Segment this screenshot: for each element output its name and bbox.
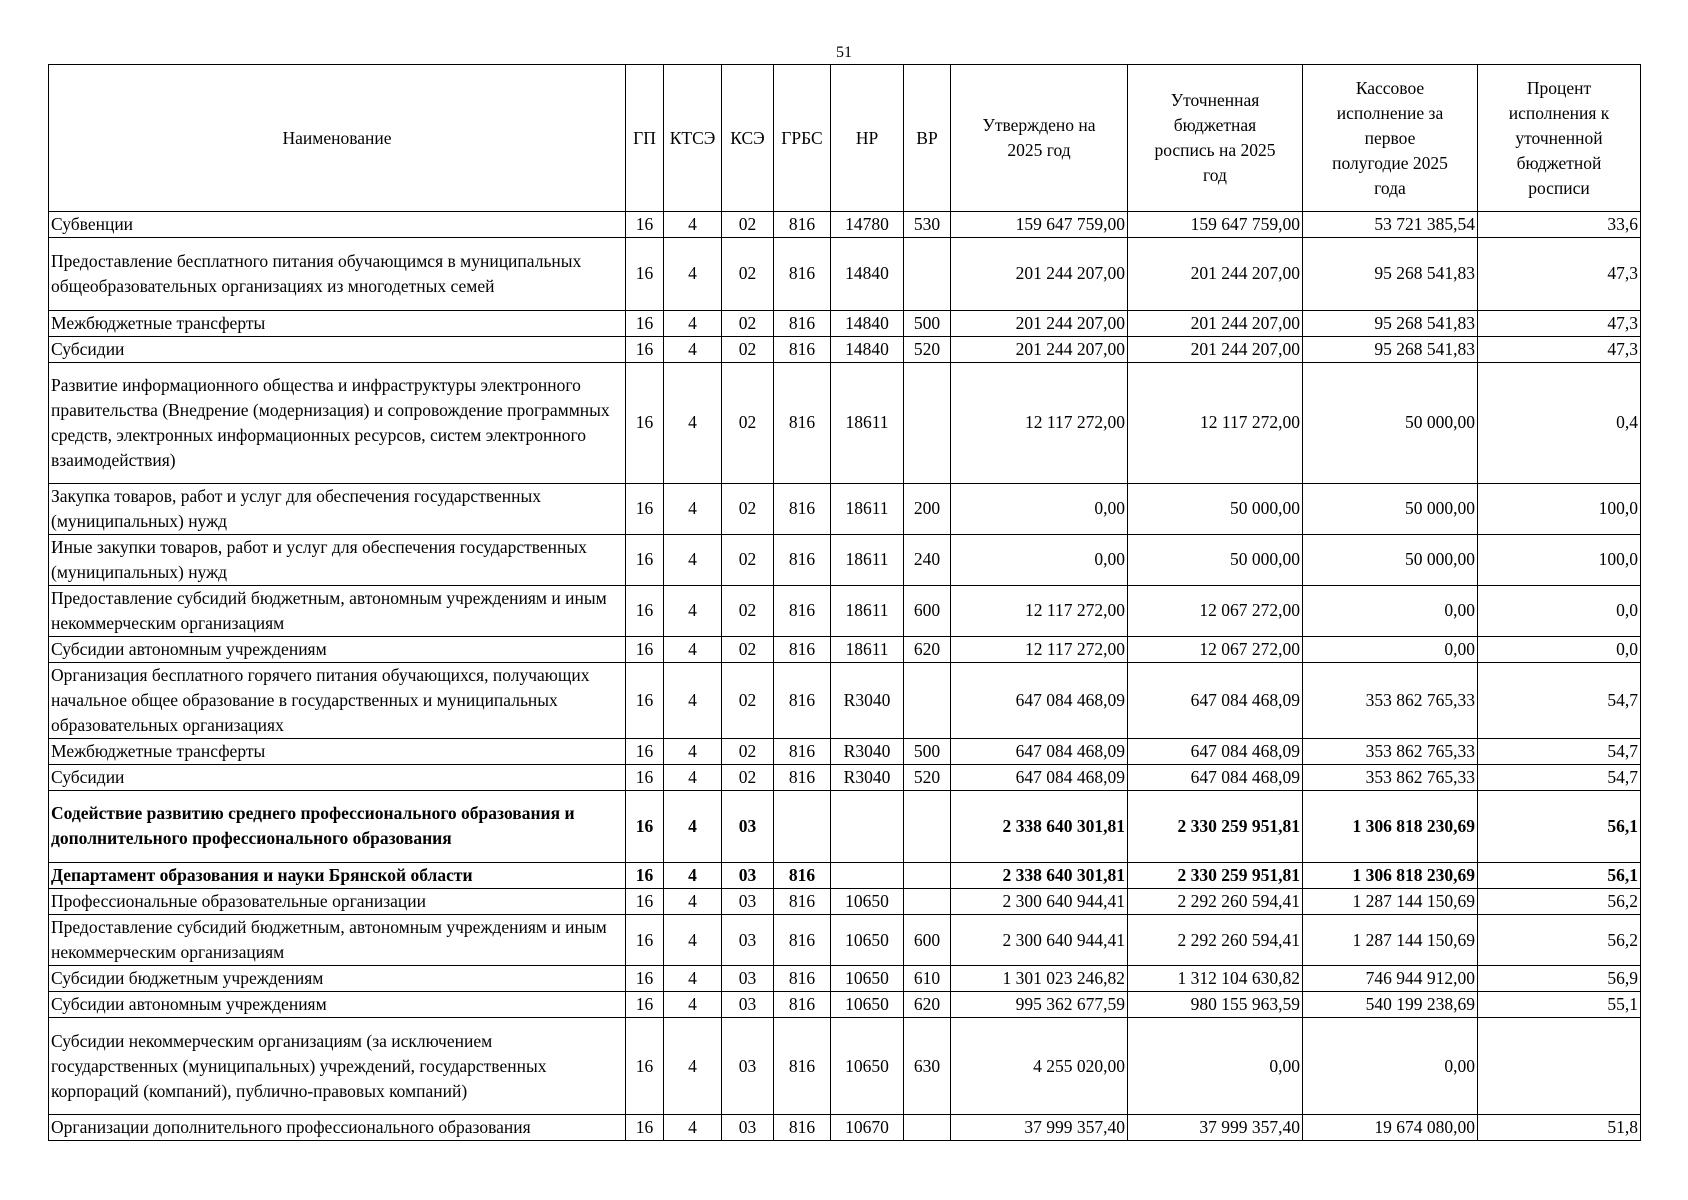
- cell-name: Субсидии некоммерческим организациям (за исключением государственных (муниципальных) учреждений, государственных корпораций (компаний), публично-правовых компаний): [49, 1018, 626, 1115]
- cell-gp: 16: [626, 336, 664, 362]
- cell-refined: 50 000,00: [1128, 483, 1303, 534]
- cell-percent: 55,1: [1478, 992, 1641, 1018]
- cell-percent: 47,3: [1478, 310, 1641, 336]
- cell-percent: 0,4: [1478, 362, 1641, 483]
- cell-kse: 03: [722, 790, 774, 863]
- cell-ktse: 4: [664, 336, 722, 362]
- cell-cash: 1 287 144 150,69: [1303, 889, 1478, 915]
- cell-ktse: 4: [664, 915, 722, 966]
- cell-grbs: 816: [774, 662, 831, 738]
- cell-nr: 14840: [831, 238, 904, 311]
- cell-grbs: 816: [774, 483, 831, 534]
- table-row: [49, 310, 1641, 336]
- cell-kse: 02: [722, 534, 774, 585]
- cell-gp: 16: [626, 585, 664, 636]
- cell-name: Субсидии: [49, 336, 626, 362]
- cell-nr: R3040: [831, 738, 904, 764]
- cell-nr: [831, 863, 904, 889]
- cell-kse: 02: [722, 585, 774, 636]
- cell-approved: 201 244 207,00: [951, 336, 1128, 362]
- cell-percent: 0,0: [1478, 585, 1641, 636]
- cell-gp: 16: [626, 915, 664, 966]
- cell-refined: 0,00: [1128, 1018, 1303, 1115]
- cell-grbs: 816: [774, 992, 831, 1018]
- cell-ktse: 4: [664, 790, 722, 863]
- header-ktse: КТСЭ: [664, 65, 722, 212]
- cell-cash: 0,00: [1303, 1018, 1478, 1115]
- cell-refined: 647 084 468,09: [1128, 738, 1303, 764]
- cell-kse: 03: [722, 863, 774, 889]
- cell-refined: 2 330 259 951,81: [1128, 863, 1303, 889]
- cell-kse: 02: [722, 336, 774, 362]
- cell-approved: 2 338 640 301,81: [951, 863, 1128, 889]
- cell-vr: 600: [904, 585, 951, 636]
- cell-percent: 100,0: [1478, 483, 1641, 534]
- cell-approved: 4 255 020,00: [951, 1018, 1128, 1115]
- cell-grbs: 816: [774, 238, 831, 311]
- cell-approved: 0,00: [951, 534, 1128, 585]
- cell-approved: 2 300 640 944,41: [951, 889, 1128, 915]
- cell-ktse: 4: [664, 738, 722, 764]
- cell-name: Содействие развитию среднего профессионального образования и дополнительного профессионального образования: [49, 790, 626, 863]
- cell-percent: 0,0: [1478, 636, 1641, 662]
- cell-approved: 12 117 272,00: [951, 362, 1128, 483]
- cell-gp: 16: [626, 362, 664, 483]
- cell-approved: 12 117 272,00: [951, 585, 1128, 636]
- cell-vr: [904, 889, 951, 915]
- cell-cash: 95 268 541,83: [1303, 310, 1478, 336]
- cell-percent: 51,8: [1478, 1114, 1641, 1140]
- cell-ktse: 4: [664, 992, 722, 1018]
- cell-cash: 746 944 912,00: [1303, 966, 1478, 992]
- cell-cash: 353 862 765,33: [1303, 764, 1478, 790]
- cell-gp: 16: [626, 863, 664, 889]
- cell-cash: 0,00: [1303, 585, 1478, 636]
- cell-name: Субсидии бюджетным учреждениям: [49, 966, 626, 992]
- cell-cash: 95 268 541,83: [1303, 238, 1478, 311]
- cell-nr: 10650: [831, 915, 904, 966]
- cell-cash: 1 306 818 230,69: [1303, 863, 1478, 889]
- cell-gp: 16: [626, 636, 664, 662]
- cell-percent: 56,1: [1478, 863, 1641, 889]
- cell-grbs: 816: [774, 863, 831, 889]
- cell-refined: 2 330 259 951,81: [1128, 790, 1303, 863]
- table-row: [49, 662, 1641, 738]
- cell-kse: 02: [722, 483, 774, 534]
- cell-name: Субсидии: [49, 764, 626, 790]
- cell-name: Межбюджетные трансферты: [49, 310, 626, 336]
- table-row: [49, 863, 1641, 889]
- header-gp: ГП: [626, 65, 664, 212]
- cell-ktse: 4: [664, 764, 722, 790]
- cell-nr: 14780: [831, 212, 904, 238]
- cell-nr: [831, 790, 904, 863]
- cell-nr: 10650: [831, 1018, 904, 1115]
- cell-name: Департамент образования и науки Брянской области: [49, 863, 626, 889]
- table-row: [49, 992, 1641, 1018]
- cell-ktse: 4: [664, 310, 722, 336]
- cell-cash: 19 674 080,00: [1303, 1114, 1478, 1140]
- cell-gp: 16: [626, 310, 664, 336]
- cell-ktse: 4: [664, 662, 722, 738]
- cell-cash: 540 199 238,69: [1303, 992, 1478, 1018]
- cell-cash: 50 000,00: [1303, 483, 1478, 534]
- cell-vr: 500: [904, 310, 951, 336]
- cell-vr: 620: [904, 992, 951, 1018]
- cell-vr: 240: [904, 534, 951, 585]
- table-row: [49, 212, 1641, 238]
- cell-nr: 18611: [831, 585, 904, 636]
- cell-approved: 647 084 468,09: [951, 738, 1128, 764]
- budget-table: [48, 64, 1641, 1141]
- cell-ktse: 4: [664, 238, 722, 311]
- cell-percent: 100,0: [1478, 534, 1641, 585]
- cell-ktse: 4: [664, 636, 722, 662]
- page-number: 51: [836, 44, 852, 61]
- cell-refined: 1 312 104 630,82: [1128, 966, 1303, 992]
- cell-percent: [1478, 1018, 1641, 1115]
- cell-nr: R3040: [831, 662, 904, 738]
- cell-nr: 10650: [831, 966, 904, 992]
- cell-gp: 16: [626, 212, 664, 238]
- cell-name: Развитие информационного общества и инфраструктуры электронного правительства (Внедрение (модернизация) и сопровождение программных средств, электронных информационных ресурсов, систем электронного взаимодействия): [49, 362, 626, 483]
- cell-percent: 54,7: [1478, 662, 1641, 738]
- cell-refined: 980 155 963,59: [1128, 992, 1303, 1018]
- cell-grbs: 816: [774, 764, 831, 790]
- cell-refined: 647 084 468,09: [1128, 764, 1303, 790]
- cell-grbs: 816: [774, 1018, 831, 1115]
- header-approved: Утверждено на 2025 год: [951, 65, 1128, 212]
- table-row: [49, 738, 1641, 764]
- cell-grbs: 816: [774, 1114, 831, 1140]
- cell-nr: 18611: [831, 636, 904, 662]
- cell-approved: 647 084 468,09: [951, 662, 1128, 738]
- cell-cash: 50 000,00: [1303, 534, 1478, 585]
- cell-cash: 1 306 818 230,69: [1303, 790, 1478, 863]
- cell-nr: 14840: [831, 310, 904, 336]
- table-row: [49, 889, 1641, 915]
- cell-percent: 54,7: [1478, 764, 1641, 790]
- cell-grbs: 816: [774, 212, 831, 238]
- cell-kse: 02: [722, 636, 774, 662]
- header-name: Наименование: [49, 65, 626, 212]
- cell-vr: [904, 1114, 951, 1140]
- table-row: [49, 534, 1641, 585]
- cell-vr: [904, 662, 951, 738]
- cell-grbs: 816: [774, 915, 831, 966]
- cell-grbs: 816: [774, 310, 831, 336]
- cell-gp: 16: [626, 790, 664, 863]
- cell-grbs: 816: [774, 585, 831, 636]
- cell-cash: 53 721 385,54: [1303, 212, 1478, 238]
- cell-gp: 16: [626, 1114, 664, 1140]
- cell-kse: 02: [722, 310, 774, 336]
- cell-cash: 353 862 765,33: [1303, 738, 1478, 764]
- cell-kse: 02: [722, 238, 774, 311]
- cell-cash: 95 268 541,83: [1303, 336, 1478, 362]
- cell-gp: 16: [626, 1018, 664, 1115]
- cell-kse: 02: [722, 764, 774, 790]
- cell-cash: 353 862 765,33: [1303, 662, 1478, 738]
- table-row: [49, 966, 1641, 992]
- cell-grbs: 816: [774, 336, 831, 362]
- cell-ktse: 4: [664, 889, 722, 915]
- cell-approved: 995 362 677,59: [951, 992, 1128, 1018]
- cell-approved: 2 338 640 301,81: [951, 790, 1128, 863]
- cell-name: Межбюджетные трансферты: [49, 738, 626, 764]
- cell-nr: 18611: [831, 362, 904, 483]
- cell-refined: 201 244 207,00: [1128, 310, 1303, 336]
- cell-gp: 16: [626, 534, 664, 585]
- cell-ktse: 4: [664, 483, 722, 534]
- cell-kse: 02: [722, 738, 774, 764]
- table-row: [49, 764, 1641, 790]
- table-row: [49, 1114, 1641, 1140]
- cell-name: Профессиональные образовательные организации: [49, 889, 626, 915]
- cell-nr: R3040: [831, 764, 904, 790]
- cell-gp: 16: [626, 764, 664, 790]
- cell-kse: 03: [722, 1114, 774, 1140]
- cell-name: Субсидии автономным учреждениям: [49, 992, 626, 1018]
- cell-vr: 520: [904, 764, 951, 790]
- header-row: [49, 65, 1641, 212]
- cell-refined: 647 084 468,09: [1128, 662, 1303, 738]
- table-row: [49, 915, 1641, 966]
- cell-nr: 10650: [831, 992, 904, 1018]
- cell-nr: 14840: [831, 336, 904, 362]
- cell-refined: 37 999 357,40: [1128, 1114, 1303, 1140]
- cell-approved: 0,00: [951, 483, 1128, 534]
- cell-approved: 1 301 023 246,82: [951, 966, 1128, 992]
- cell-gp: 16: [626, 992, 664, 1018]
- cell-kse: 03: [722, 992, 774, 1018]
- cell-kse: 02: [722, 362, 774, 483]
- header-cash: Кассовое исполнение за первое полугодие 2025 года: [1303, 65, 1478, 212]
- cell-grbs: 816: [774, 362, 831, 483]
- cell-vr: 530: [904, 212, 951, 238]
- cell-nr: 18611: [831, 483, 904, 534]
- cell-nr: 18611: [831, 534, 904, 585]
- cell-name: Организация бесплатного горячего питания обучающихся, получающих начальное общее образование в государственных и муниципальных образовательных организациях: [49, 662, 626, 738]
- cell-ktse: 4: [664, 212, 722, 238]
- header-nr: НР: [831, 65, 904, 212]
- table-row: [49, 362, 1641, 483]
- cell-percent: 47,3: [1478, 336, 1641, 362]
- cell-kse: 03: [722, 966, 774, 992]
- cell-vr: 520: [904, 336, 951, 362]
- cell-grbs: [774, 790, 831, 863]
- cell-name: Предоставление субсидий бюджетным, автономным учреждениям и иным некоммерческим организациям: [49, 915, 626, 966]
- cell-ktse: 4: [664, 585, 722, 636]
- table-row: [49, 790, 1641, 863]
- cell-vr: 610: [904, 966, 951, 992]
- cell-name: Иные закупки товаров, работ и услуг для обеспечения государственных (муниципальных) нужд: [49, 534, 626, 585]
- cell-approved: 12 117 272,00: [951, 636, 1128, 662]
- cell-vr: [904, 362, 951, 483]
- cell-grbs: 816: [774, 738, 831, 764]
- cell-ktse: 4: [664, 362, 722, 483]
- cell-approved: 2 300 640 944,41: [951, 915, 1128, 966]
- header-refined: Уточненная бюджетная роспись на 2025 год: [1128, 65, 1303, 212]
- cell-refined: 2 292 260 594,41: [1128, 889, 1303, 915]
- cell-vr: [904, 238, 951, 311]
- table-row: [49, 585, 1641, 636]
- cell-nr: 10670: [831, 1114, 904, 1140]
- cell-refined: 12 117 272,00: [1128, 362, 1303, 483]
- cell-refined: 159 647 759,00: [1128, 212, 1303, 238]
- cell-ktse: 4: [664, 863, 722, 889]
- table-row: [49, 483, 1641, 534]
- cell-kse: 02: [722, 662, 774, 738]
- cell-name: Закупка товаров, работ и услуг для обеспечения государственных (муниципальных) нужд: [49, 483, 626, 534]
- cell-cash: 50 000,00: [1303, 362, 1478, 483]
- cell-gp: 16: [626, 738, 664, 764]
- cell-grbs: 816: [774, 966, 831, 992]
- cell-percent: 56,1: [1478, 790, 1641, 863]
- cell-approved: 647 084 468,09: [951, 764, 1128, 790]
- cell-vr: 620: [904, 636, 951, 662]
- cell-vr: 600: [904, 915, 951, 966]
- header-percent: Процент исполнения к уточненной бюджетной росписи: [1478, 65, 1641, 212]
- cell-cash: 0,00: [1303, 636, 1478, 662]
- cell-ktse: 4: [664, 534, 722, 585]
- header-vr: ВР: [904, 65, 951, 212]
- cell-gp: 16: [626, 966, 664, 992]
- table-row: [49, 636, 1641, 662]
- cell-percent: 56,9: [1478, 966, 1641, 992]
- cell-approved: 37 999 357,40: [951, 1114, 1128, 1140]
- cell-kse: 02: [722, 212, 774, 238]
- cell-approved: 201 244 207,00: [951, 238, 1128, 311]
- cell-name: Предоставление субсидий бюджетным, автономным учреждениям и иным некоммерческим организациям: [49, 585, 626, 636]
- cell-name: Субсидии автономным учреждениям: [49, 636, 626, 662]
- cell-percent: 56,2: [1478, 915, 1641, 966]
- header-grbs: ГРБС: [774, 65, 831, 212]
- cell-percent: 54,7: [1478, 738, 1641, 764]
- cell-percent: 33,6: [1478, 212, 1641, 238]
- cell-name: Предоставление бесплатного питания обучающимся в муниципальных общеобразовательных организациях из многодетных семей: [49, 238, 626, 311]
- cell-name: Субвенции: [49, 212, 626, 238]
- cell-grbs: 816: [774, 534, 831, 585]
- cell-gp: 16: [626, 889, 664, 915]
- cell-vr: 500: [904, 738, 951, 764]
- cell-kse: 03: [722, 915, 774, 966]
- cell-kse: 03: [722, 889, 774, 915]
- cell-percent: 47,3: [1478, 238, 1641, 311]
- cell-refined: 201 244 207,00: [1128, 336, 1303, 362]
- cell-ktse: 4: [664, 1114, 722, 1140]
- header-kse: КСЭ: [722, 65, 774, 212]
- cell-name: Организации дополнительного профессионального образования: [49, 1114, 626, 1140]
- cell-vr: 200: [904, 483, 951, 534]
- cell-vr: 630: [904, 1018, 951, 1115]
- cell-vr: [904, 863, 951, 889]
- cell-grbs: 816: [774, 889, 831, 915]
- cell-approved: 201 244 207,00: [951, 310, 1128, 336]
- table-row: [49, 1018, 1641, 1115]
- cell-grbs: 816: [774, 636, 831, 662]
- cell-refined: 50 000,00: [1128, 534, 1303, 585]
- cell-gp: 16: [626, 238, 664, 311]
- cell-vr: [904, 790, 951, 863]
- cell-cash: 1 287 144 150,69: [1303, 915, 1478, 966]
- cell-approved: 159 647 759,00: [951, 212, 1128, 238]
- cell-refined: 201 244 207,00: [1128, 238, 1303, 311]
- cell-refined: 12 067 272,00: [1128, 636, 1303, 662]
- cell-gp: 16: [626, 662, 664, 738]
- table-row: [49, 238, 1641, 311]
- cell-ktse: 4: [664, 966, 722, 992]
- cell-gp: 16: [626, 483, 664, 534]
- cell-kse: 03: [722, 1018, 774, 1115]
- cell-refined: 2 292 260 594,41: [1128, 915, 1303, 966]
- cell-ktse: 4: [664, 1018, 722, 1115]
- cell-nr: 10650: [831, 889, 904, 915]
- cell-percent: 56,2: [1478, 889, 1641, 915]
- cell-refined: 12 067 272,00: [1128, 585, 1303, 636]
- table-row: [49, 336, 1641, 362]
